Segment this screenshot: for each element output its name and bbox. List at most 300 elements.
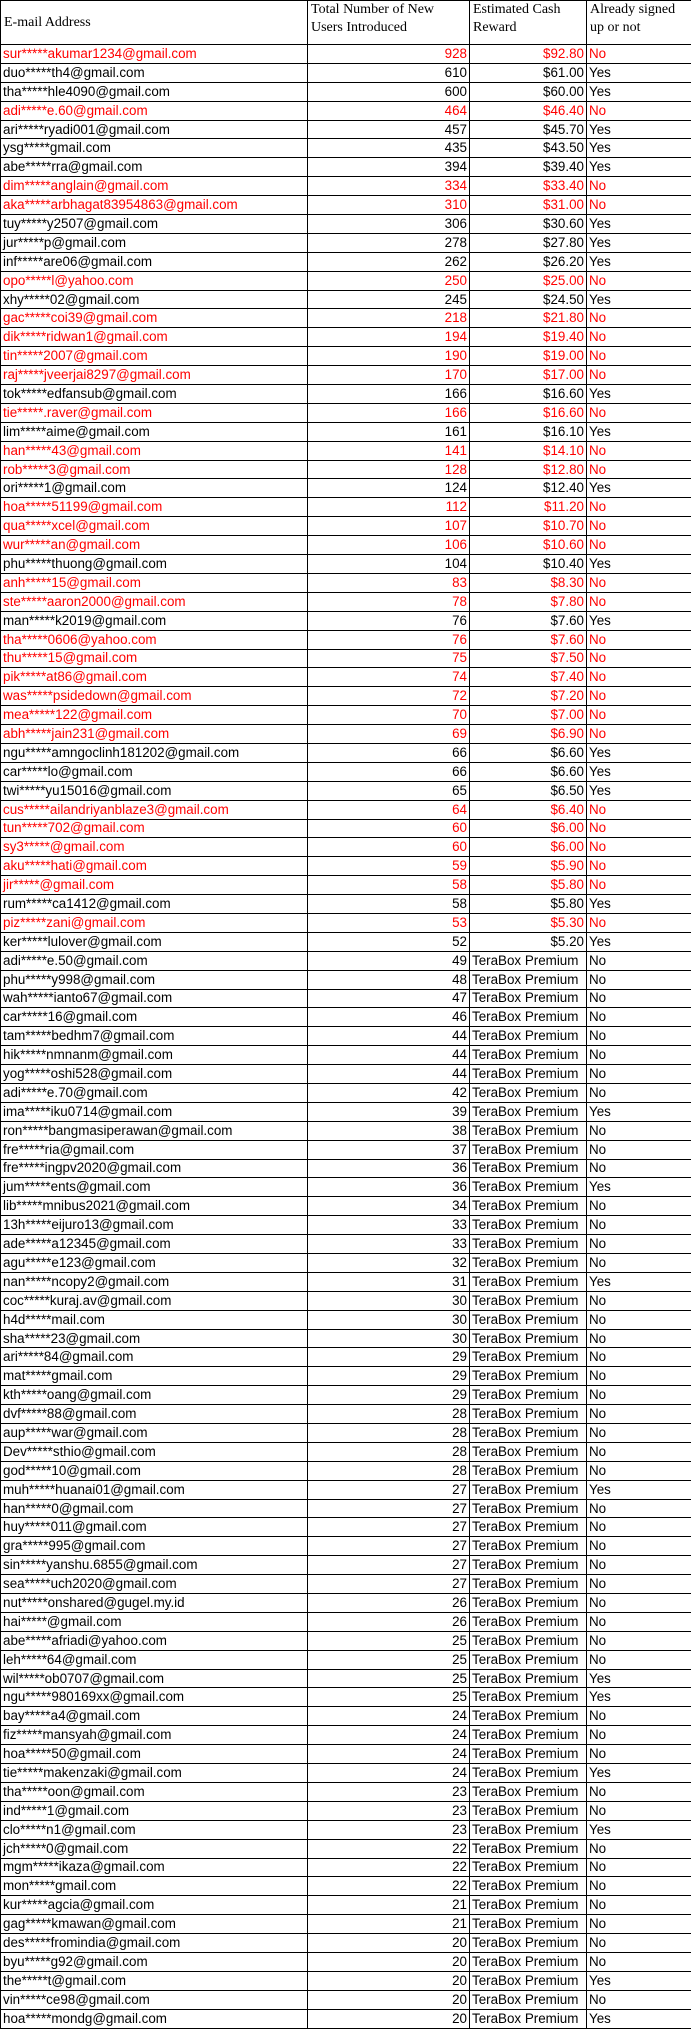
signed-up-cell: No	[587, 1745, 691, 1764]
email-cell: the*****t@gmail.com	[1, 1971, 308, 1990]
table-row	[1, 1310, 691, 1329]
table-row	[1, 215, 691, 234]
email-cell: wur*****an@gmail.com	[1, 536, 308, 555]
users-count-cell: 52	[308, 932, 470, 951]
table-body	[1, 45, 691, 2029]
table-row	[1, 63, 691, 82]
users-count-cell: 49	[308, 951, 470, 970]
users-count-cell: 928	[308, 45, 470, 64]
reward-cell: $16.60	[470, 403, 587, 422]
users-count-cell: 58	[308, 895, 470, 914]
email-cell: gac*****coi39@gmail.com	[1, 309, 308, 328]
users-count-cell: 245	[308, 290, 470, 309]
users-count-cell: 30	[308, 1291, 470, 1310]
email-cell: ker*****lulover@gmail.com	[1, 932, 308, 951]
table-row	[1, 1858, 691, 1877]
email-cell: sha*****23@gmail.com	[1, 1329, 308, 1348]
reward-cell: TeraBox Premium	[470, 1310, 587, 1329]
email-cell: pik*****at86@gmail.com	[1, 668, 308, 687]
users-count-cell: 34	[308, 1197, 470, 1216]
users-count-cell: 76	[308, 611, 470, 630]
table-row	[1, 1121, 691, 1140]
signed-up-cell: No	[587, 460, 691, 479]
signed-up-cell: No	[587, 196, 691, 215]
email-cell: aku*****hati@gmail.com	[1, 857, 308, 876]
reward-cell: TeraBox Premium	[470, 1839, 587, 1858]
table-row	[1, 385, 691, 404]
email-cell: ari*****ryadi001@gmail.com	[1, 120, 308, 139]
email-cell: tin*****2007@gmail.com	[1, 347, 308, 366]
email-cell: thu*****15@gmail.com	[1, 649, 308, 668]
email-cell: ade*****a12345@gmail.com	[1, 1235, 308, 1254]
reward-cell: TeraBox Premium	[470, 1405, 587, 1424]
email-cell: phu*****thuong@gmail.com	[1, 555, 308, 574]
table-row	[1, 1764, 691, 1783]
table-row	[1, 1575, 691, 1594]
table-row	[1, 45, 691, 64]
reward-cell: TeraBox Premium	[470, 1858, 587, 1877]
email-cell: raj*****jveerjai8297@gmail.com	[1, 366, 308, 385]
table-row	[1, 1442, 691, 1461]
reward-cell: $21.80	[470, 309, 587, 328]
email-cell: jch*****0@gmail.com	[1, 1839, 308, 1858]
reward-cell: TeraBox Premium	[470, 1971, 587, 1990]
signed-up-cell: No	[587, 271, 691, 290]
users-count-cell: 170	[308, 366, 470, 385]
reward-cell: TeraBox Premium	[470, 1650, 587, 1669]
email-cell: jir*****@gmail.com	[1, 876, 308, 895]
users-count-cell: 22	[308, 1877, 470, 1896]
reward-cell: $12.40	[470, 479, 587, 498]
table-row	[1, 441, 691, 460]
table-row	[1, 838, 691, 857]
signed-up-cell: Yes	[587, 1480, 691, 1499]
signed-up-cell: Yes	[587, 1178, 691, 1197]
email-cell: abe*****afriadi@yahoo.com	[1, 1631, 308, 1650]
users-count-cell: 44	[308, 1046, 470, 1065]
email-cell: cus*****ailandriyanblaze3@gmail.com	[1, 800, 308, 819]
table-row	[1, 1518, 691, 1537]
signed-up-cell: Yes	[587, 932, 691, 951]
table-row	[1, 668, 691, 687]
signed-up-cell: No	[587, 101, 691, 120]
users-count-cell: 44	[308, 1065, 470, 1084]
signed-up-cell: No	[587, 1877, 691, 1896]
signed-up-cell: Yes	[587, 555, 691, 574]
table-row	[1, 800, 691, 819]
users-count-cell: 28	[308, 1461, 470, 1480]
email-cell: was*****psidedown@gmail.com	[1, 687, 308, 706]
table-row	[1, 1896, 691, 1915]
users-count-cell: 83	[308, 573, 470, 592]
table-row	[1, 1065, 691, 1084]
signed-up-cell: No	[587, 1990, 691, 2009]
reward-cell: TeraBox Premium	[470, 1272, 587, 1291]
email-cell: Dev*****sthio@gmail.com	[1, 1442, 308, 1461]
table-row	[1, 290, 691, 309]
users-count-cell: 20	[308, 1934, 470, 1953]
signed-up-cell: No	[587, 1594, 691, 1613]
reward-cell: $30.60	[470, 215, 587, 234]
header-email: E-mail Address	[1, 1, 308, 45]
reward-cell: $61.00	[470, 63, 587, 82]
email-cell: hai*****@gmail.com	[1, 1612, 308, 1631]
signed-up-cell: No	[587, 857, 691, 876]
email-cell: opo*****l@yahoo.com	[1, 271, 308, 290]
signed-up-cell: No	[587, 630, 691, 649]
users-count-cell: 24	[308, 1726, 470, 1745]
signed-up-cell: No	[587, 1537, 691, 1556]
email-cell: wil*****ob0707@gmail.com	[1, 1669, 308, 1688]
users-count-cell: 58	[308, 876, 470, 895]
email-cell: lib*****mnibus2021@gmail.com	[1, 1197, 308, 1216]
signed-up-cell: No	[587, 177, 691, 196]
reward-cell: $6.90	[470, 725, 587, 744]
signed-up-cell: No	[587, 1726, 691, 1745]
reward-cell: TeraBox Premium	[470, 1934, 587, 1953]
email-cell: car*****16@gmail.com	[1, 1008, 308, 1027]
users-count-cell: 48	[308, 970, 470, 989]
table-row	[1, 1159, 691, 1178]
signed-up-cell: No	[587, 441, 691, 460]
signed-up-cell: No	[587, 1782, 691, 1801]
email-cell: vin*****ce98@gmail.com	[1, 1990, 308, 2009]
signed-up-cell: No	[587, 913, 691, 932]
users-count-cell: 36	[308, 1159, 470, 1178]
reward-cell: $16.10	[470, 422, 587, 441]
table-row	[1, 498, 691, 517]
reward-cell: TeraBox Premium	[470, 1764, 587, 1783]
table-row	[1, 1197, 691, 1216]
email-cell: dvf*****88@gmail.com	[1, 1405, 308, 1424]
table-row	[1, 1839, 691, 1858]
users-count-cell: 464	[308, 101, 470, 120]
email-cell: tun*****702@gmail.com	[1, 819, 308, 838]
table-row	[1, 687, 691, 706]
email-cell: xhy*****02@gmail.com	[1, 290, 308, 309]
reward-cell: $12.80	[470, 460, 587, 479]
users-count-cell: 42	[308, 1083, 470, 1102]
table-row	[1, 1405, 691, 1424]
signed-up-cell: Yes	[587, 1669, 691, 1688]
table-row	[1, 1971, 691, 1990]
signed-up-cell: No	[587, 1367, 691, 1386]
table-row	[1, 1480, 691, 1499]
reward-cell: $7.40	[470, 668, 587, 687]
table-row	[1, 1291, 691, 1310]
table-row	[1, 895, 691, 914]
signed-up-cell: Yes	[587, 252, 691, 271]
reward-cell: $31.00	[470, 196, 587, 215]
signed-up-cell: No	[587, 1424, 691, 1443]
email-cell: ind*****1@gmail.com	[1, 1801, 308, 1820]
signed-up-cell: No	[587, 1046, 691, 1065]
users-count-cell: 194	[308, 328, 470, 347]
email-cell: man*****k2019@gmail.com	[1, 611, 308, 630]
reward-cell: TeraBox Premium	[470, 1745, 587, 1764]
users-count-cell: 25	[308, 1650, 470, 1669]
reward-cell: TeraBox Premium	[470, 1065, 587, 1084]
signed-up-cell: Yes	[587, 611, 691, 630]
signed-up-cell: Yes	[587, 1971, 691, 1990]
signed-up-cell: No	[587, 1121, 691, 1140]
email-cell: inf*****are06@gmail.com	[1, 252, 308, 271]
users-count-cell: 66	[308, 762, 470, 781]
email-cell: h4d*****mail.com	[1, 1310, 308, 1329]
users-count-cell: 22	[308, 1839, 470, 1858]
users-count-cell: 29	[308, 1367, 470, 1386]
signed-up-cell: Yes	[587, 290, 691, 309]
email-cell: twi*****yu15016@gmail.com	[1, 781, 308, 800]
table-row	[1, 328, 691, 347]
reward-cell: TeraBox Premium	[470, 1159, 587, 1178]
email-cell: kur*****agcia@gmail.com	[1, 1896, 308, 1915]
reward-cell: TeraBox Premium	[470, 1254, 587, 1273]
email-cell: agu*****e123@gmail.com	[1, 1254, 308, 1273]
table-row	[1, 120, 691, 139]
table-row	[1, 970, 691, 989]
signed-up-cell: No	[587, 668, 691, 687]
signed-up-cell: No	[587, 725, 691, 744]
table-row	[1, 158, 691, 177]
users-count-cell: 78	[308, 592, 470, 611]
users-count-cell: 306	[308, 215, 470, 234]
email-cell: tie*****.raver@gmail.com	[1, 403, 308, 422]
table-row	[1, 1348, 691, 1367]
reward-cell: $14.10	[470, 441, 587, 460]
table-row	[1, 1612, 691, 1631]
reward-cell: TeraBox Premium	[470, 1801, 587, 1820]
reward-cell: $7.00	[470, 706, 587, 725]
signed-up-cell: No	[587, 1650, 691, 1669]
table-row	[1, 1499, 691, 1518]
table-row	[1, 1216, 691, 1235]
email-cell: rum*****ca1412@gmail.com	[1, 895, 308, 914]
email-cell: hoa*****51199@gmail.com	[1, 498, 308, 517]
table-row	[1, 706, 691, 725]
reward-cell: $7.50	[470, 649, 587, 668]
table-row	[1, 309, 691, 328]
reward-cell: TeraBox Premium	[470, 1178, 587, 1197]
table-row	[1, 1707, 691, 1726]
reward-cell: $6.00	[470, 819, 587, 838]
table-row	[1, 1027, 691, 1046]
signed-up-cell: Yes	[587, 1688, 691, 1707]
reward-cell: TeraBox Premium	[470, 1291, 587, 1310]
email-cell: jur*****p@gmail.com	[1, 233, 308, 252]
reward-cell: TeraBox Premium	[470, 1726, 587, 1745]
signed-up-cell: No	[587, 1065, 691, 1084]
table-row	[1, 857, 691, 876]
table-row	[1, 592, 691, 611]
email-cell: byu*****g92@gmail.com	[1, 1952, 308, 1971]
users-count-cell: 334	[308, 177, 470, 196]
table-row	[1, 1537, 691, 1556]
signed-up-cell: No	[587, 1934, 691, 1953]
reward-cell: TeraBox Premium	[470, 1499, 587, 1518]
signed-up-cell: No	[587, 1008, 691, 1027]
signed-up-cell: No	[587, 1858, 691, 1877]
signed-up-cell: No	[587, 536, 691, 555]
signed-up-cell: No	[587, 876, 691, 895]
users-count-cell: 310	[308, 196, 470, 215]
email-cell: sin*****yanshu.6855@gmail.com	[1, 1556, 308, 1575]
table-row	[1, 271, 691, 290]
email-cell: phu*****y998@gmail.com	[1, 970, 308, 989]
reward-cell: TeraBox Premium	[470, 1027, 587, 1046]
table-row	[1, 951, 691, 970]
users-count-cell: 66	[308, 743, 470, 762]
reward-cell: TeraBox Premium	[470, 1424, 587, 1443]
email-cell: ori*****1@gmail.com	[1, 479, 308, 498]
users-count-cell: 27	[308, 1518, 470, 1537]
signed-up-cell: No	[587, 1442, 691, 1461]
signed-up-cell: Yes	[587, 158, 691, 177]
users-count-cell: 26	[308, 1594, 470, 1613]
table-row	[1, 460, 691, 479]
reward-cell: TeraBox Premium	[470, 1612, 587, 1631]
reward-cell: TeraBox Premium	[470, 1367, 587, 1386]
users-count-cell: 106	[308, 536, 470, 555]
reward-cell: $43.50	[470, 139, 587, 158]
reward-cell: $24.50	[470, 290, 587, 309]
email-cell: tha*****hle4090@gmail.com	[1, 82, 308, 101]
table-row	[1, 649, 691, 668]
header-row	[1, 1, 691, 45]
email-cell: adi*****e.50@gmail.com	[1, 951, 308, 970]
signed-up-cell: No	[587, 687, 691, 706]
users-count-cell: 37	[308, 1140, 470, 1159]
email-cell: piz*****zani@gmail.com	[1, 913, 308, 932]
table-row	[1, 252, 691, 271]
table-row	[1, 1726, 691, 1745]
signed-up-cell: No	[587, 706, 691, 725]
signed-up-cell: No	[587, 951, 691, 970]
signed-up-cell: No	[587, 1499, 691, 1518]
reward-cell: TeraBox Premium	[470, 1102, 587, 1121]
reward-cell: TeraBox Premium	[470, 1197, 587, 1216]
email-cell: han*****43@gmail.com	[1, 441, 308, 460]
signed-up-cell: No	[587, 1575, 691, 1594]
users-count-cell: 27	[308, 1537, 470, 1556]
email-cell: ngu*****980169xx@gmail.com	[1, 1688, 308, 1707]
email-cell: lim*****aime@gmail.com	[1, 422, 308, 441]
users-count-cell: 141	[308, 441, 470, 460]
email-cell: ste*****aaron2000@gmail.com	[1, 592, 308, 611]
email-cell: clo*****n1@gmail.com	[1, 1820, 308, 1839]
email-cell: ima*****iku0714@gmail.com	[1, 1102, 308, 1121]
signed-up-cell: No	[587, 1083, 691, 1102]
email-cell: car*****lo@gmail.com	[1, 762, 308, 781]
reward-cell: TeraBox Premium	[470, 1594, 587, 1613]
signed-up-cell: Yes	[587, 422, 691, 441]
reward-cell: $45.70	[470, 120, 587, 139]
users-count-cell: 21	[308, 1915, 470, 1934]
reward-cell: $8.30	[470, 573, 587, 592]
users-count-cell: 25	[308, 1631, 470, 1650]
reward-cell: $5.80	[470, 876, 587, 895]
reward-cell: $5.90	[470, 857, 587, 876]
users-count-cell: 30	[308, 1310, 470, 1329]
signed-up-cell: Yes	[587, 1102, 691, 1121]
table-row	[1, 876, 691, 895]
reward-cell: TeraBox Premium	[470, 1877, 587, 1896]
email-cell: hoa*****mondg@gmail.com	[1, 2009, 308, 2028]
signed-up-cell: No	[587, 573, 691, 592]
table-row	[1, 1254, 691, 1273]
email-cell: gag*****kmawan@gmail.com	[1, 1915, 308, 1934]
users-count-cell: 190	[308, 347, 470, 366]
users-count-cell: 65	[308, 781, 470, 800]
users-count-cell: 107	[308, 517, 470, 536]
users-count-cell: 60	[308, 838, 470, 857]
reward-cell: $33.40	[470, 177, 587, 196]
users-count-cell: 47	[308, 989, 470, 1008]
table-row	[1, 1650, 691, 1669]
reward-cell: TeraBox Premium	[470, 1386, 587, 1405]
signed-up-cell: No	[587, 1140, 691, 1159]
users-count-cell: 21	[308, 1896, 470, 1915]
users-count-cell: 457	[308, 120, 470, 139]
reward-cell: $27.80	[470, 233, 587, 252]
reward-cell: $5.30	[470, 913, 587, 932]
signed-up-cell: No	[587, 1461, 691, 1480]
signed-up-cell: No	[587, 1159, 691, 1178]
email-cell: mgm*****ikaza@gmail.com	[1, 1858, 308, 1877]
signed-up-cell: Yes	[587, 1820, 691, 1839]
table-row	[1, 762, 691, 781]
users-count-cell: 60	[308, 819, 470, 838]
signed-up-cell: Yes	[587, 479, 691, 498]
reward-cell: TeraBox Premium	[470, 1575, 587, 1594]
reward-cell: TeraBox Premium	[470, 1820, 587, 1839]
header-users-introduced: Total Number of New Users Introduced	[308, 1, 470, 45]
signed-up-cell: Yes	[587, 1764, 691, 1783]
reward-cell: $7.60	[470, 630, 587, 649]
users-count-cell: 28	[308, 1424, 470, 1443]
signed-up-cell: No	[587, 1216, 691, 1235]
users-count-cell: 600	[308, 82, 470, 101]
signed-up-cell: No	[587, 347, 691, 366]
email-cell: duo*****th4@gmail.com	[1, 63, 308, 82]
email-cell: ysg*****gmail.com	[1, 139, 308, 158]
table-row	[1, 1329, 691, 1348]
signed-up-cell: Yes	[587, 233, 691, 252]
email-cell: abh*****jain231@gmail.com	[1, 725, 308, 744]
users-count-cell: 166	[308, 403, 470, 422]
users-count-cell: 23	[308, 1801, 470, 1820]
table-row	[1, 196, 691, 215]
table-row	[1, 536, 691, 555]
signed-up-cell: No	[587, 1612, 691, 1631]
signed-up-cell: Yes	[587, 1272, 691, 1291]
signed-up-cell: No	[587, 1348, 691, 1367]
signed-up-cell: No	[587, 989, 691, 1008]
users-count-cell: 27	[308, 1480, 470, 1499]
users-count-cell: 124	[308, 479, 470, 498]
signed-up-cell: No	[587, 1027, 691, 1046]
signed-up-cell: No	[587, 1839, 691, 1858]
header-signed-up: Already signed up or not	[587, 1, 691, 45]
users-count-cell: 25	[308, 1688, 470, 1707]
email-cell: kth*****oang@gmail.com	[1, 1386, 308, 1405]
table-row	[1, 1046, 691, 1065]
users-count-cell: 32	[308, 1254, 470, 1273]
email-cell: fre*****ingpv2020@gmail.com	[1, 1159, 308, 1178]
table-row	[1, 1008, 691, 1027]
signed-up-cell: No	[587, 1801, 691, 1820]
email-cell: mon*****gmail.com	[1, 1877, 308, 1896]
